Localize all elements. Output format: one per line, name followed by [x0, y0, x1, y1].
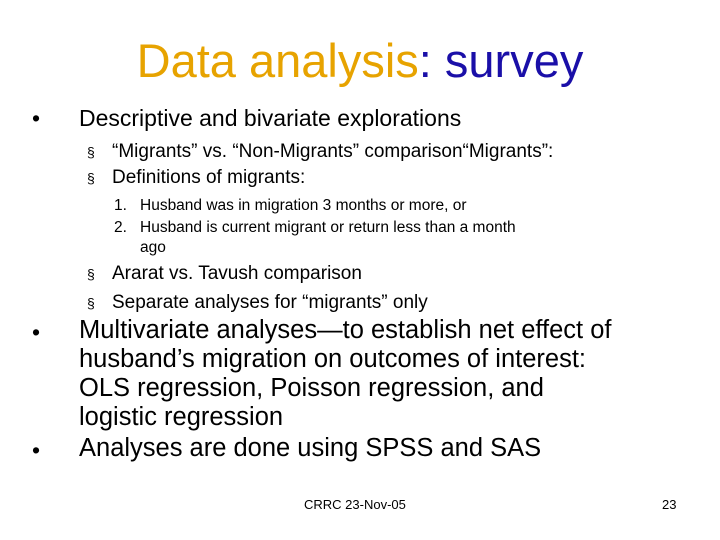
bullet-marker-3: • [32, 437, 41, 463]
numbered-text-2-line1: Husband is current migrant or return less than a month [140, 219, 516, 236]
bullet-text-spss-sas: Analyses are done using SPSS and SAS [79, 434, 542, 462]
title-part-orange: Data analysis [136, 34, 419, 87]
bullet-text-multivariate-line3: OLS regression, Poisson regression, and [79, 374, 544, 402]
slide-title [0, 30, 720, 92]
numbered-text-1: Husband was in migration 3 months or more, or [140, 197, 467, 214]
footer-center: CRRC 23-Nov-05 [304, 497, 406, 512]
numbered-marker-2: 2. [114, 219, 127, 236]
sub-bullet-marker-1: § [87, 144, 95, 160]
numbered-text-2-line2: ago [140, 239, 166, 256]
bullet-marker-2: • [32, 319, 41, 345]
title-colon: : [418, 34, 432, 87]
title-part-blue: survey [431, 34, 584, 87]
sub-bullet-marker-4: § [87, 295, 95, 311]
bullet-text-descriptive: Descriptive and bivariate explorations [79, 105, 462, 131]
sub-bullet-text-ararat: Ararat vs. Tavush comparison [112, 263, 362, 284]
page-number: 23 [662, 497, 677, 512]
bullet-text-multivariate-line4: logistic regression [79, 403, 284, 431]
sub-bullet-text-definitions: Definitions of migrants: [112, 167, 306, 188]
bullet-text-multivariate-line1: Multivariate analyses—to establish net effect of [79, 316, 612, 344]
sub-bullet-text-separate: Separate analyses for “migrants” only [112, 292, 428, 313]
bullet-text-multivariate-line2: husband’s migration on outcomes of interest: [79, 345, 586, 373]
sub-bullet-marker-2: § [87, 170, 95, 186]
bullet-marker-1: • [32, 105, 41, 131]
numbered-marker-1: 1. [114, 197, 127, 214]
sub-bullet-marker-3: § [87, 266, 95, 282]
sub-bullet-text-comparison: “Migrants” vs. “Non-Migrants” comparison“Migrants”: [112, 141, 554, 162]
